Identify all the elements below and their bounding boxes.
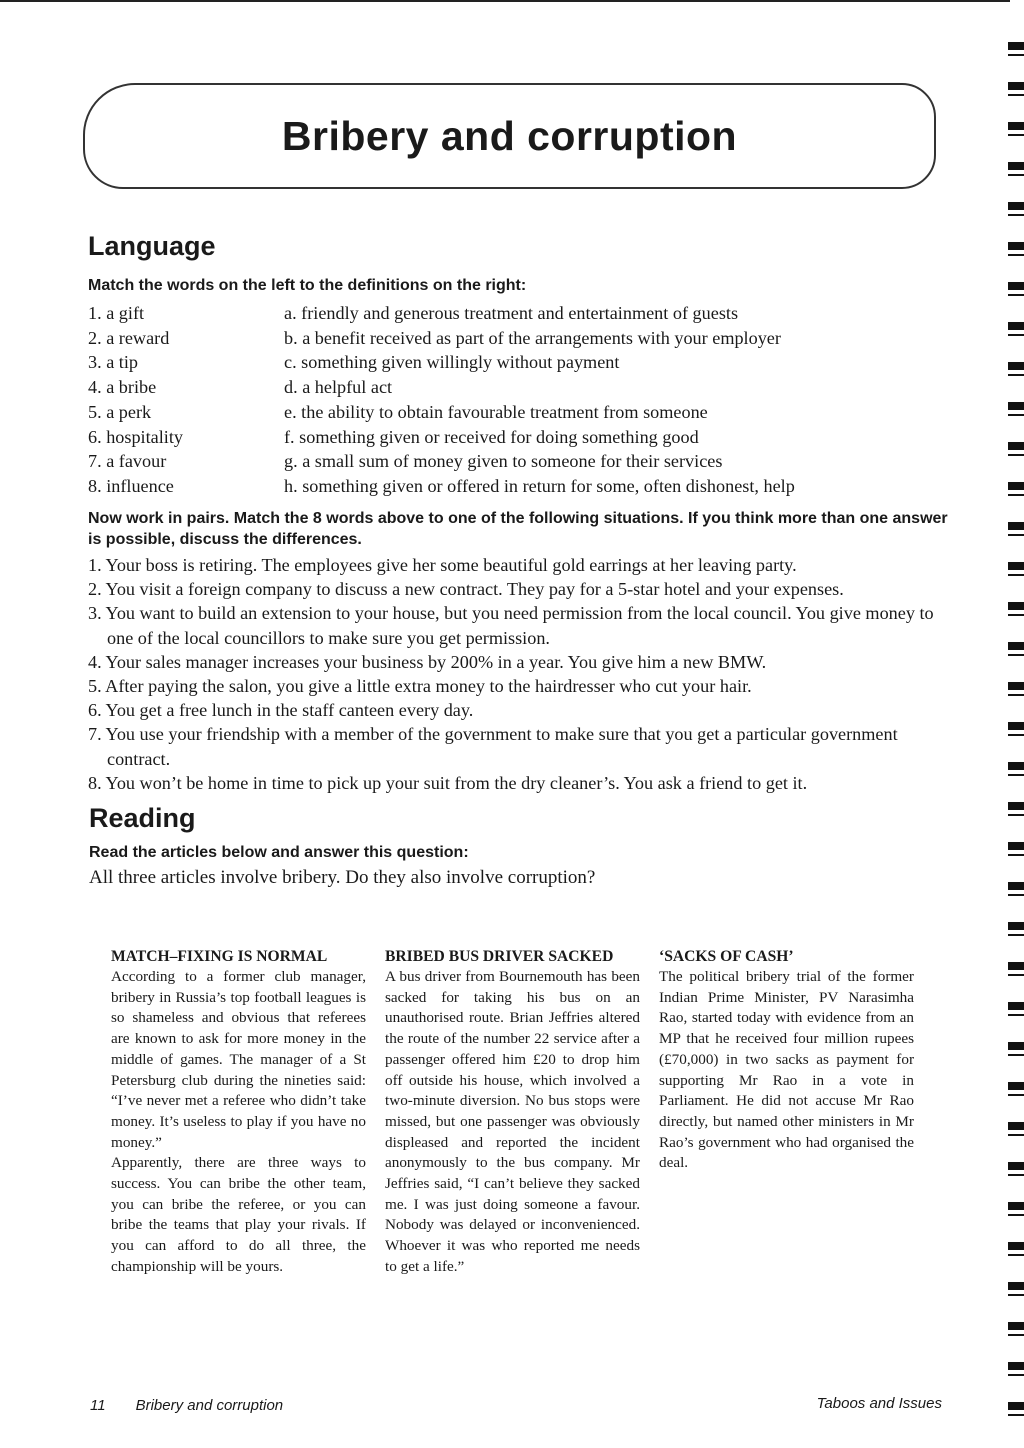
situation-item: 1. Your boss is retiring. The employees give her some beautiful gold earrings at her leaving party. (88, 555, 797, 575)
pair-instruction: Now work in pairs. Match the 8 words above to one of the following situations. If you think more than one answer is possible, discuss the differences. (88, 510, 948, 548)
page-footer-left (90, 1397, 283, 1414)
page-number: 11 (90, 1397, 106, 1414)
article-paragraph: A bus driver from Bournemouth has been sacked for taking his bus on an unauthorised route. Brian Jeffries altered the route of the number 22 service after a passenger offered him £20 to drop him off outside his house, which involved a two-minute diversion. No bus stops were missed, but one passenger was obviously displeased and reported the incident anonymously to the bus company. Mr Jeffries said, “I can’t believe they sacked me. I was just doing someone a favour. Nobody was delayed or inconvenienced. Whoever it was who reported me needs to get a life.” (385, 968, 640, 1275)
language-heading: Language (88, 231, 216, 261)
situation-item: 5. After paying the salon, you give a little extra money to the hairdresser who cut your hair. (88, 676, 752, 697)
article-title: MATCH–FIXING IS NORMAL (111, 948, 328, 965)
footer-unit-title: Bribery and corruption (135, 1397, 284, 1414)
situation-item: 6. You get a free lunch in the staff canteen every day. (88, 700, 474, 721)
spiral-binding (1008, 30, 1024, 1430)
definition-item: a. friendly and generous treatment and entertainment of guests (284, 303, 739, 323)
language-instruction: Match the words on the left to the definitions on the right: (88, 277, 527, 294)
word-item: 2. a reward (88, 327, 170, 348)
definition-item: h. something given or offered in return for some, often dishonest, help (284, 475, 795, 496)
top-scan-rule (0, 0, 1010, 2)
article-sacks-of-cash (659, 946, 914, 1174)
article-paragraph: Apparently, there are three ways to success. You can bribe the other team, you can bribe the referee, or you can bribe the teams that play your rivals. If you can afford to do all three, the championship will be yours. (111, 1154, 366, 1275)
word-item: 4. a bribe (88, 377, 157, 398)
reading-instruction: Read the articles below and answer this question: (89, 844, 469, 861)
word-list (88, 301, 183, 499)
footer-book-title: Taboos and Issues (816, 1395, 942, 1412)
definition-item: g. a small sum of money given to someone for their services (284, 451, 723, 472)
situation-item: 4. Your sales manager increases your business by 200% in a year. You give him a new BMW. (88, 651, 767, 672)
article-match-fixing (111, 946, 366, 1278)
situation-item: 7. You use your friendship with a member of the government to make sure that you get a particular government contract. (88, 724, 898, 769)
definition-item: b. a benefit received as part of the arrangements with your employer (284, 327, 781, 348)
article-bus-driver (385, 946, 640, 1278)
word-item: 5. a perk (88, 401, 152, 422)
definition-item: c. something given willingly without payment (284, 352, 620, 373)
definition-list (284, 301, 795, 499)
article-title: BRIBED BUS DRIVER SACKED (385, 948, 614, 965)
situation-item: 8. You won’t be home in time to pick up your suit from the dry cleaner’s. You ask a friend to get it. (88, 772, 808, 793)
word-item: 7. a favour (88, 451, 167, 472)
reading-heading: Reading (89, 803, 196, 833)
reading-question: All three articles involve bribery. Do they also involve corruption? (89, 867, 596, 888)
definition-item: d. a helpful act (284, 377, 393, 398)
page-title: Bribery and corruption (281, 113, 738, 159)
situation-item: 2. You visit a foreign company to discuss a new contract. They pay for a 5-star hotel and your expenses. (88, 579, 844, 600)
word-item: 8. influence (88, 475, 174, 496)
definition-item: e. the ability to obtain favourable treatment from someone (284, 401, 708, 422)
definition-item: f. something given or received for doing something good (284, 426, 699, 447)
word-item: 1. a gift (88, 303, 145, 323)
article-title: ‘SACKS OF CASH’ (659, 948, 794, 965)
article-paragraph: The political bribery trial of the former Indian Prime Minister, PV Narasimha Rao, started today with evidence from an MP that he received four million rupees (£70,000) in two sacks as payment for supporting Mr Rao in a vote in Parliament. He did not accuse Mr Rao directly, but named other ministers in Mr Rao’s government who had organised the deal. (659, 968, 914, 1172)
word-item: 6. hospitality (88, 426, 183, 447)
situation-item: 3. You want to build an extension to your house, but you need permission from the local council. You give money to one of the local councillors to make sure you get permission. (88, 603, 934, 648)
article-paragraph: According to a former club manager, bribery in Russia’s top football leagues is so shameless and obvious that referees are known to ask for more money in the middle of games. The manager of a St Petersburg club during the nineties said: “I’ve never met a referee who didn’t take money. It’s useless to play if you have no money.” (111, 968, 366, 1151)
situation-list (88, 553, 948, 795)
word-item: 3. a tip (88, 352, 139, 373)
